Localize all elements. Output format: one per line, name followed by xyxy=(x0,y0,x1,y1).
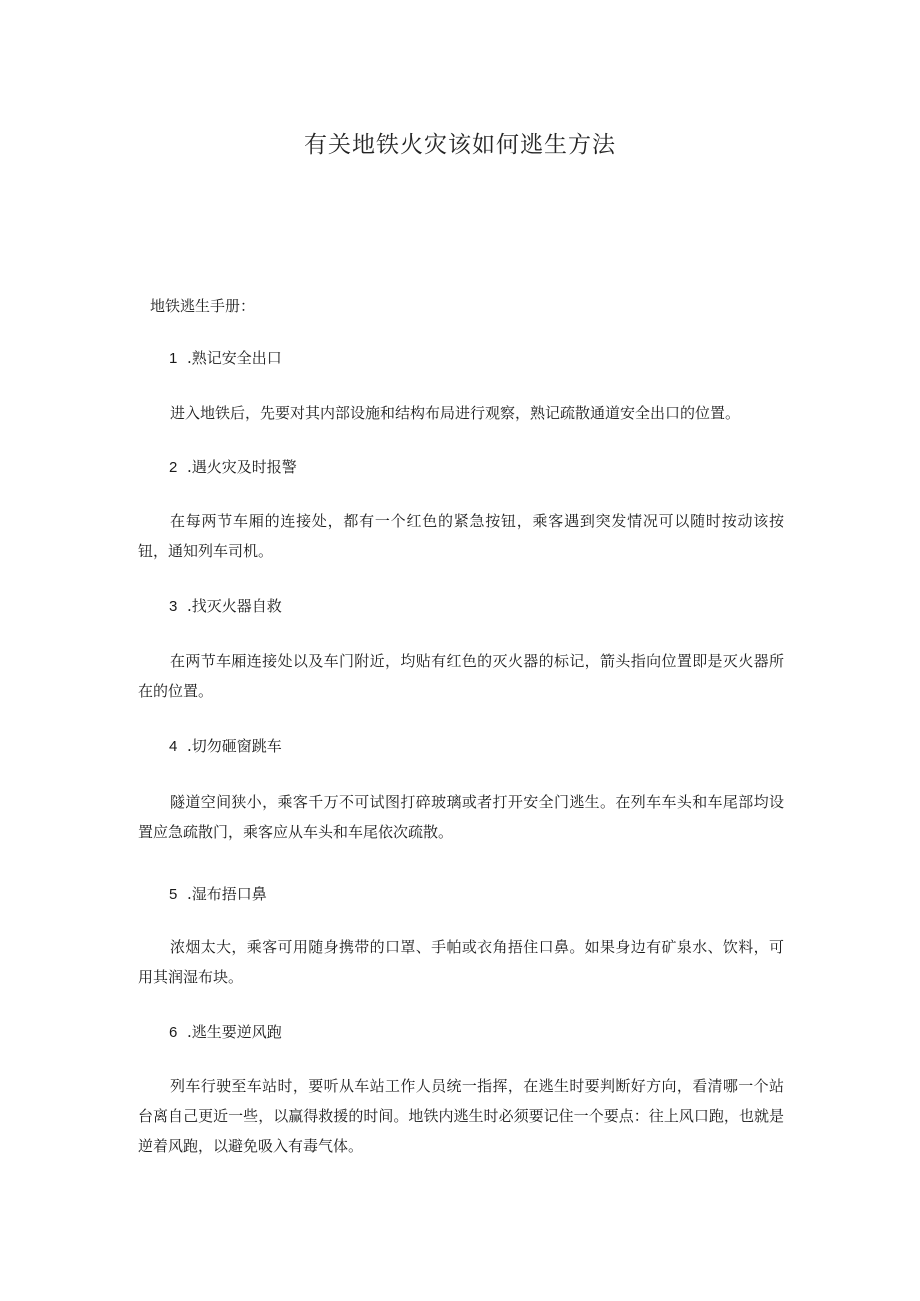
section-body: 隧道空间狭小，乘客千万不可试图打碎玻璃或者打开安全门逃生。在列车车头和车尾部均设置应急疏散门，乘客应从车头和车尾依次疏散。 xyxy=(138,793,784,841)
section-title: .湿布捂口鼻 xyxy=(187,885,267,903)
section-number: 5 xyxy=(169,886,178,903)
section-heading xyxy=(169,882,267,907)
section-body: 在每两节车厢的连接处，都有一个红色的紧急按钮，乘客遇到突发情况可以随时按动该按钮，通知列车司机。 xyxy=(138,512,784,560)
section-heading xyxy=(169,734,282,759)
section-body: 浓烟太大，乘客可用随身携带的口罩、手帕或衣角捂住口鼻。如果身边有矿泉水、饮料，可用其润湿布块。 xyxy=(138,938,784,986)
intro-line: 地铁逃生手册： xyxy=(150,297,256,315)
section-title: .熟记安全出口 xyxy=(187,349,282,367)
section-title: .逃生要逆风跑 xyxy=(187,1023,282,1041)
section-body: 进入地铁后，先要对其内部设施和结构布局进行观察，熟记疏散通道安全出口的位置。 xyxy=(170,404,741,422)
section-heading xyxy=(169,455,297,480)
section-title: .找灭火器自救 xyxy=(187,597,282,615)
section-title: .遇火灾及时报警 xyxy=(187,458,297,476)
section-body: 在两节车厢连接处以及车门附近，均贴有红色的灭火器的标记，箭头指向位置即是灭火器所在的位置。 xyxy=(138,652,784,700)
document-title: 有关地铁火灾该如何逃生方法 xyxy=(304,132,616,158)
section-heading xyxy=(169,1020,282,1045)
section-number: 6 xyxy=(169,1024,178,1041)
section-heading xyxy=(169,594,282,619)
section-number: 2 xyxy=(169,459,178,476)
section-number: 3 xyxy=(169,598,178,615)
section-heading xyxy=(169,346,282,371)
section-body: 列车行驶至车站时，要听从车站工作人员统一指挥，在逃生时要判断好方向，看清哪一个站台离自己更近一些，以赢得救援的时间。地铁内逃生时必须要记住一个要点：往上风口跑，也就是逆着风跑，以避免吸入有毒气体。 xyxy=(138,1077,784,1155)
section-number: 1 xyxy=(169,350,178,367)
section-title: .切勿砸窗跳车 xyxy=(187,737,282,755)
section-number: 4 xyxy=(169,738,178,755)
